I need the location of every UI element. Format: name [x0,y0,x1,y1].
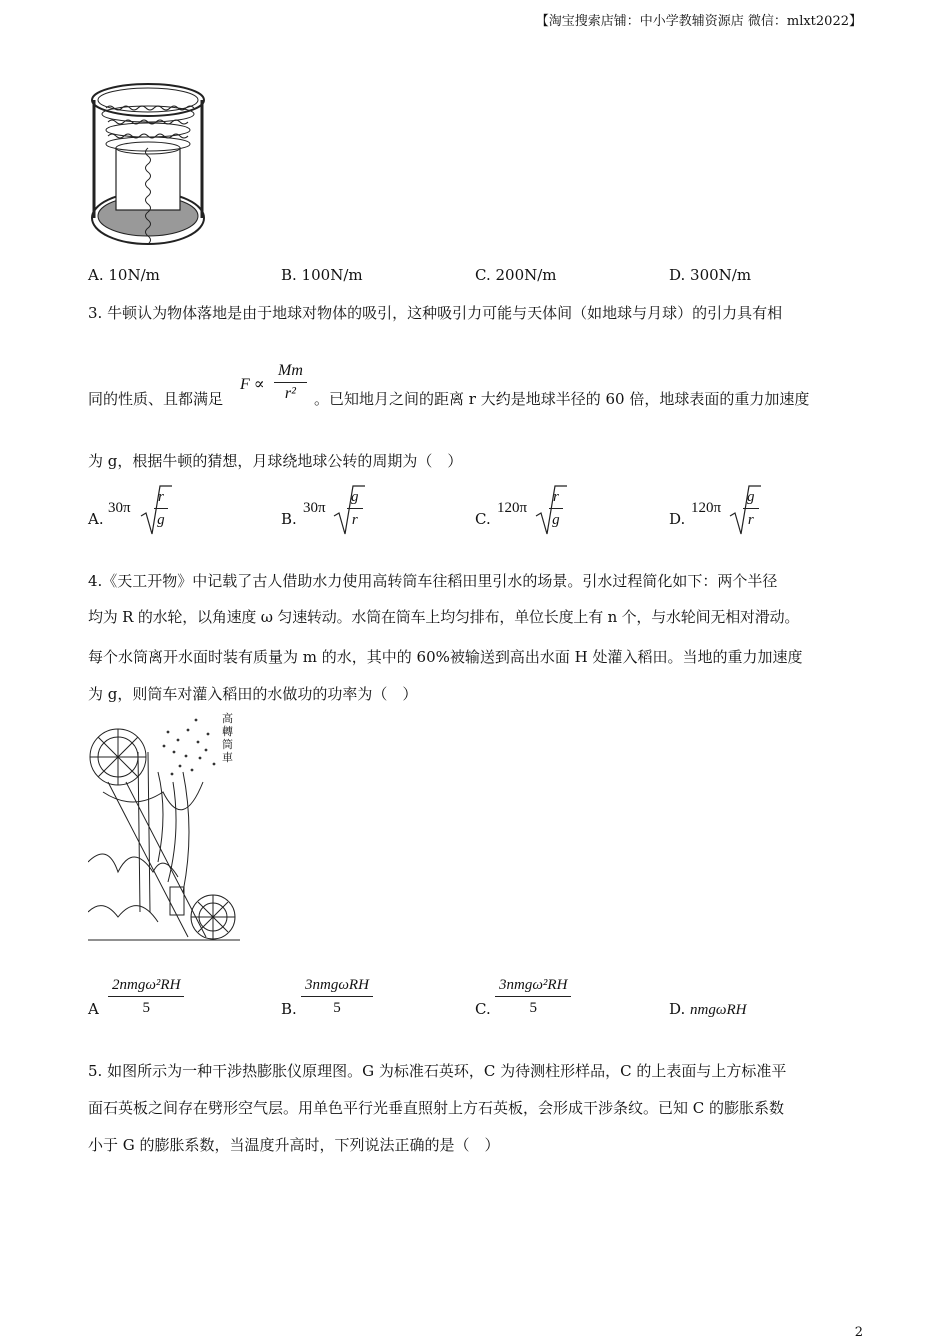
q3-line2-post: 。已知地月之间的距离 r 大约是地球半径的 60 倍，地球表面的重力加速度 [314,390,810,408]
q4-option-b-fraction [301,974,373,1019]
q4-option-b-num: 3nmgωRH [301,974,373,997]
q3-option-c-label: C. [475,510,491,528]
q3-option-d-num: g [743,486,759,509]
q3-option-c-den: g [552,512,560,528]
q5-stem-line3: 小于 G 的膨胀系数，当温度升高时，下列说法正确的是（ ） [88,1136,500,1154]
q3-option-d [669,484,809,540]
q3-formula-num: Mm [274,360,307,383]
q2-option-d: D. 300N/m [669,266,752,284]
q4-option-c-num: 3nmgω²RH [495,974,571,997]
q3-option-d-label: D. [669,510,686,528]
q4-option-c-label: C. [475,1000,491,1018]
page-number: 2 [854,1325,863,1340]
q4-option-d-text: nmgωRH [690,1002,747,1018]
q4-stem-line2: 均为 R 的水轮，以角速度 ω 匀速转动。水筒在筒车上均匀排布，单位长度上有 n 个，与水轮间无相对滑动。 [88,608,800,626]
q3-option-b [281,484,421,540]
page-header: 【淘宝搜索店铺：中小学教辅资源店 微信：mlxt2022】 [535,14,862,29]
q4-option-a-fraction [108,974,184,1019]
q3-option-a-label: A. [88,510,104,528]
q5-stem-line2: 面石英板之间存在劈形空气层。用单色平行光垂直照射上方石英板，会形成干涉条纹。已知 C 的膨胀系数 [88,1099,785,1117]
q3-stem-line3: 为 g，根据牛顿的猜想，月球绕地球公转的周期为（ ） [88,452,463,470]
q3-option-a [88,484,228,540]
q3-stem-line1: 3. 牛顿认为物体落地是由于地球对物体的吸引，这种吸引力可能与天体间（如地球与月球）的引力具有相 [88,304,783,322]
q3-option-c-num: r [549,486,563,509]
q4-option-c-fraction [495,974,571,1019]
q3-option-c-coef: 120π [497,500,528,516]
q3-line2-pre: 同的性质、且都满足 [88,390,224,408]
q3-option-b-coef: 30π [303,500,326,516]
q3-option-c [475,484,615,540]
q4-stem-line4: 为 g，则筒车对灌入稻田的水做功的功率为（ ） [88,685,418,703]
q2-option-c: C. 200N/m [475,266,557,284]
q3-option-a-num: r [154,486,168,509]
q4-option-b-label: B. [281,1000,297,1018]
q3-formula-lhs: F ∝ [240,376,265,393]
q3-option-b-num: g [347,486,363,509]
q4-option-b-den: 5 [333,1000,341,1016]
q4-option-c [475,974,615,1028]
water-wheel-figure [88,712,240,944]
q3-option-d-den: r [747,512,754,528]
q4-stem-line3: 每个水筒离开水面时装有质量为 m 的水，其中的 60%被输送到高出水面 H 处灌入稻田。当地的重力加速度 [88,648,803,666]
q4-option-c-den: 5 [529,1000,537,1016]
q2-option-b: B. 100N/m [281,266,363,284]
q3-formula-den: r² [284,385,296,402]
q3-option-d-fraction [743,486,759,531]
q3-option-d-coef: 120π [691,500,722,516]
q4-option-b [281,974,421,1028]
spring-apparatus-figure [86,78,216,248]
q3-option-b-den: r [351,512,358,528]
q3-option-b-label: B. [281,510,297,528]
q4-option-d-label: D. [669,1000,686,1018]
q3-option-c-fraction [549,486,563,531]
q3-option-a-fraction [154,486,168,531]
q5-stem-line1: 5. 如图所示为一种干涉热膨胀仪原理图。G 为标准石英环，C 为待测柱形样品，C 的上表面与上方标准平 [88,1062,787,1080]
q3-option-a-den: g [157,512,165,528]
q3-formula-fraction [274,360,307,405]
figure-caption-vertical: 高轉筒車 [222,712,233,764]
water-wheel-illustration [88,712,240,944]
q3-option-b-fraction [347,486,363,531]
q3-option-a-coef: 30π [108,500,131,516]
q2-option-a: A. 10N/m [88,266,160,284]
q4-option-a-den: 5 [142,1000,150,1016]
q4-option-d [669,1000,746,1019]
q4-option-a-label: A [88,1000,99,1018]
q4-stem-line1: 4.《天工开物》中记载了古人借助水力使用高转筒车往稻田里引水的场景。引水过程简化如下：两个半径 [88,572,778,590]
q4-option-a [88,974,228,1028]
q4-option-a-num: 2nmgω²RH [108,974,184,997]
